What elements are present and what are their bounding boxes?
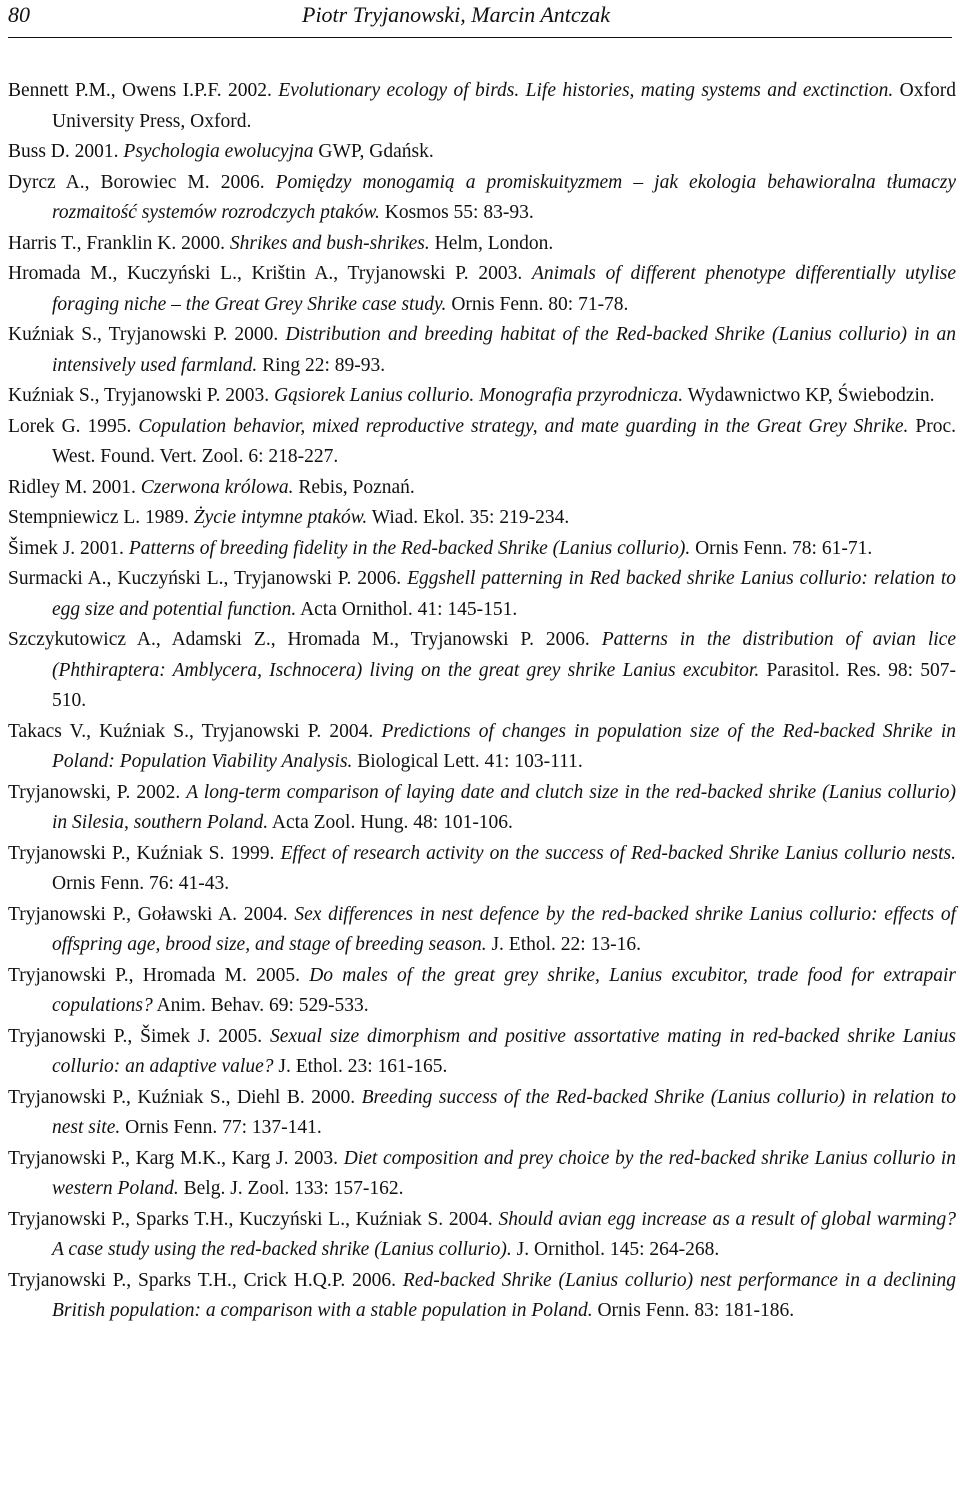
reference-authors-year: Ridley M. 2001. — [8, 476, 141, 498]
reference-entry — [8, 778, 956, 839]
reference-title: Sexual size dimorphism and positive assortative mating in red-backed shrike Lanius collurio: an adaptive value? — [52, 1025, 956, 1077]
reference-title: Red-backed Shrike (Lanius collurio) nest performance in a declining British population: a comparison with a stable population in Poland. — [52, 1269, 956, 1321]
reference-entry — [8, 534, 956, 565]
reference-entry — [8, 1266, 956, 1327]
reference-title: Animals of different phenotype differentially utylise foraging niche – the Great Grey Shrike case study. — [52, 263, 956, 315]
reference-authors-year: Hromada M., Kuczyński L., Krištin A., Tryjanowski P. 2003. — [8, 263, 532, 284]
reference-source: Proc. West. Found. Vert. Zool. 6: 218-227. — [52, 415, 956, 467]
reference-entry — [8, 717, 956, 778]
reference-source: Ornis Fenn. 78: 61-71. — [690, 537, 873, 559]
reference-source: J. Ethol. 23: 161-165. — [273, 1056, 448, 1077]
reference-entry — [8, 320, 956, 381]
reference-authors-year: Stempniewicz L. 1989. — [8, 507, 194, 528]
reference-entry — [8, 412, 956, 473]
reference-entry — [8, 503, 956, 534]
reference-source: Anim. Behav. 69: 529-533. — [152, 995, 369, 1016]
reference-authors-year: Bennett P.M., Owens I.P.F. 2002. — [8, 80, 279, 101]
reference-authors-year: Šimek J. 2001. — [8, 537, 129, 559]
reference-entry — [8, 625, 956, 717]
reference-title: Predictions of changes in population size of the Red-backed Shrike in Poland: Population Viability Analysis. — [52, 720, 956, 772]
reference-source: Kosmos 55: 83-93. — [379, 202, 534, 223]
reference-authors-year: Kuźniak S., Tryjanowski P. 2003. — [8, 385, 274, 406]
reference-title: Czerwona królowa. — [140, 476, 294, 498]
reference-source: J. Ethol. 22: 13-16. — [486, 934, 641, 955]
reference-title: Eggshell patterning in Red backed shrike Lanius collurio: relation to egg size and potential function. — [52, 568, 956, 620]
reference-authors-year: Tryjanowski P., Šimek J. 2005. — [8, 1025, 270, 1047]
reference-entry — [8, 229, 956, 260]
reference-authors-year: Takacs V., Kuźniak S., Tryjanowski P. 2004. — [8, 720, 382, 742]
reference-source: Wiad. Ekol. 35: 219-234. — [367, 507, 570, 528]
reference-title: Distribution and breeding habitat of the Red-backed Shrike (Lanius collurio) in an intensively used farmland. — [52, 324, 956, 376]
reference-title: Effect of research activity on the success of Red-backed Shrike Lanius collurio nests. — [280, 842, 956, 864]
reference-authors-year: Dyrcz A., Borowiec M. 2006. — [8, 171, 276, 193]
reference-source: Wydawnictwo KP, Świebodzin. — [683, 385, 935, 406]
reference-authors-year: Buss D. 2001. — [8, 141, 124, 162]
reference-title: Patterns of breeding fidelity in the Red-backed Shrike (Lanius collurio). — [128, 537, 691, 559]
reference-entry — [8, 381, 956, 412]
reference-source: Oxford University Press, Oxford. — [52, 80, 957, 132]
reference-title: Breeding success of the Red-backed Shrike (Lanius collurio) in relation to nest site. — [52, 1086, 956, 1138]
reference-authors-year: Tryjanowski P., Sparks T.H., Kuczyński L., Kuźniak S. 2004. — [8, 1208, 499, 1230]
reference-authors-year: Kuźniak S., Tryjanowski P. 2000. — [8, 324, 286, 345]
reference-source: GWP, Gdańsk. — [313, 141, 434, 162]
reference-source: J. Ornithol. 145: 264-268. — [511, 1239, 720, 1260]
reference-entry — [8, 168, 956, 229]
reference-authors-year: Tryjanowski, P. 2002. — [8, 781, 187, 803]
reference-entry — [8, 1205, 956, 1266]
header-rule — [8, 37, 952, 38]
reference-source: Helm, London. — [429, 232, 554, 254]
reference-authors-year: Lorek G. 1995. — [8, 415, 139, 437]
reference-title: Do males of the great grey shrike, Lanius excubitor, trade food for extrapair copulations? — [52, 964, 956, 1016]
reference-title: Patterns in the distribution of avian lice (Phthiraptera: Amblycera, Ischnocera) living on the great grey shrike Lanius excubitor. — [52, 629, 956, 681]
reference-source: Ornis Fenn. 80: 71-78. — [446, 293, 629, 315]
reference-title: Sex differences in nest defence by the red-backed shrike Lanius collurio: effects of offspring age, brood size, and stage of breeding season. — [52, 903, 956, 955]
reference-source: Ornis Fenn. 76: 41-43. — [52, 873, 230, 894]
reference-source: Rebis, Poznań. — [293, 476, 415, 498]
reference-entry — [8, 564, 956, 625]
reference-source: Belg. J. Zool. 133: 157-162. — [178, 1178, 404, 1199]
reference-title: Psychologia ewolucyjna — [123, 141, 314, 162]
reference-source: Acta Zool. Hung. 48: 101-106. — [268, 812, 513, 833]
header-authors: Piotr Tryjanowski, Marcin Antczak — [302, 2, 610, 27]
reference-entry — [8, 900, 956, 961]
reference-entry — [8, 1083, 956, 1144]
reference-title: A long-term comparison of laying date and clutch size in the red-backed shrike (Lanius collurio) in Silesia, southern Poland. — [52, 781, 956, 833]
reference-title: Copulation behavior, mixed reproductive strategy, and mate guarding in the Great Grey Shrike. — [138, 415, 909, 437]
reference-authors-year: Szczykutowicz A., Adamski Z., Hromada M., Tryjanowski P. 2006. — [8, 629, 602, 650]
reference-source: Parasitol. Res. 98: 507-510. — [52, 659, 957, 711]
reference-title: Diet composition and prey choice by the red-backed shrike Lanius collurio in western Poland. — [52, 1147, 956, 1199]
reference-entry — [8, 839, 956, 900]
reference-entry — [8, 473, 956, 504]
reference-authors-year: Surmacki A., Kuczyński L., Tryjanowski P. 2006. — [8, 568, 408, 589]
reference-source: Ring 22: 89-93. — [257, 354, 386, 376]
reference-entry — [8, 1022, 956, 1083]
reference-title: Should avian egg increase as a result of global warming? A case study using the red-backed shrike (Lanius collurio). — [52, 1208, 956, 1260]
reference-authors-year: Tryjanowski P., Kuźniak S. 1999. — [8, 842, 281, 864]
reference-entry — [8, 1144, 956, 1205]
reference-title: Evolutionary ecology of birds. Life histories, mating systems and exctinction. — [278, 80, 894, 101]
reference-authors-year: Tryjanowski P., Kuźniak S., Diehl B. 2000. — [8, 1086, 362, 1108]
reference-source: Biological Lett. 41: 103-111. — [352, 751, 583, 772]
reference-authors-year: Tryjanowski P., Sparks T.H., Crick H.Q.P. 2006. — [8, 1269, 403, 1291]
running-header — [8, 0, 948, 30]
reference-source: Ornis Fenn. 83: 181-186. — [592, 1300, 795, 1321]
reference-authors-year: Tryjanowski P., Karg M.K., Karg J. 2003. — [8, 1147, 344, 1169]
reference-source: Acta Ornithol. 41: 145-151. — [296, 598, 518, 620]
reference-list — [8, 76, 956, 1327]
reference-authors-year: Tryjanowski P., Hromada M. 2005. — [8, 964, 310, 986]
reference-entry — [8, 76, 956, 137]
reference-title: Życie intymne ptaków. — [193, 507, 368, 528]
reference-title: Pomiędzy monogamią a promiskuityzmem – jak ekologia behawioralna tłumaczy rozmaitość systemów rozrodczych ptaków. — [52, 171, 956, 223]
reference-entry — [8, 137, 956, 168]
reference-authors-year: Harris T., Franklin K. 2000. — [8, 232, 230, 254]
page-number: 80 — [8, 2, 30, 27]
reference-authors-year: Tryjanowski P., Goławski A. 2004. — [8, 903, 295, 925]
reference-title: Gąsiorek Lanius collurio. Monografia przyrodnicza. — [274, 385, 684, 406]
reference-entry — [8, 961, 956, 1022]
reference-title: Shrikes and bush-shrikes. — [229, 232, 430, 254]
reference-entry — [8, 259, 956, 320]
reference-source: Ornis Fenn. 77: 137-141. — [120, 1117, 322, 1138]
